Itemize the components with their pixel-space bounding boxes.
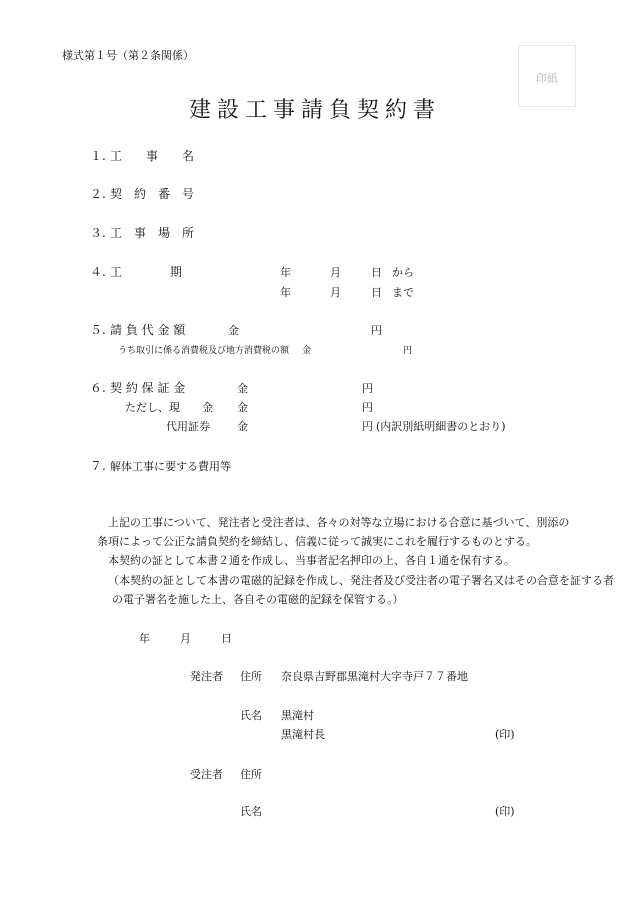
item-number-2: ２. <box>90 187 106 201</box>
contract-date-month: 月 <box>180 632 191 645</box>
orderer-seal: (印) <box>495 728 515 741</box>
body-line-4: （本契約の証として本書の電磁的記録を作成し、発注者及び受注者の電子署名又はその合意を証する者 <box>108 574 614 587</box>
koki-end-day: 日 <box>371 286 382 299</box>
tax-label: うち取引に係る消費税及び地方消費税の額 <box>118 346 290 356</box>
contractor-label: 受注者 <box>190 768 223 781</box>
koki-start-year: 年 <box>280 266 291 279</box>
item-label-koji-mei: 工 事 名 <box>110 149 195 163</box>
hosho-en: 円 <box>362 382 373 395</box>
koki-start-day: 日 <box>371 266 382 279</box>
item-label-hosho: 契 約 保 証 金 <box>110 381 186 395</box>
item-number-3: ３. <box>90 226 106 240</box>
contractor-address-label: 住所 <box>240 768 262 781</box>
revenue-stamp-label: 印紙 <box>536 72 558 85</box>
contract-date-day: 日 <box>221 632 232 645</box>
genkin-kin: 金 <box>237 401 248 414</box>
item-number-5: ５. <box>90 323 106 337</box>
body-line-2: 条項によって公正な請負契約を締結し、信義に従って誠実にこれを履行するものとする。 <box>97 535 537 548</box>
orderer-name-label: 氏名 <box>240 709 262 722</box>
item-label-ukeoi: 請 負 代 金 額 <box>110 323 186 337</box>
body-line-1: 上記の工事について、発注者と受注者は、各々の対等な立場における合意に基づいて、別添の <box>108 516 570 529</box>
orderer-address-label: 住所 <box>240 670 262 683</box>
item-number-6: ６. <box>90 381 106 395</box>
orderer-name-village: 黒滝村 <box>281 709 314 722</box>
document-title: 建設工事請負契約書 <box>188 98 441 123</box>
koki-from: から <box>392 266 414 279</box>
item-number-7: ７. <box>90 459 106 473</box>
contractor-name-label: 氏名 <box>240 805 262 818</box>
tax-kin: 金 <box>302 346 312 356</box>
contractor-seal: (印) <box>495 805 515 818</box>
orderer-name-mayor: 黒滝村長 <box>281 728 325 741</box>
daiyo-note: (内訳別紙明細書のとおり) <box>376 420 506 433</box>
form-number: 様式第１号（第２条関係） <box>62 49 194 62</box>
daiyo-kin: 金 <box>237 420 248 433</box>
hosho-kin: 金 <box>237 382 248 395</box>
tadashi-genkin-label: ただし、現 金 <box>125 401 213 414</box>
tax-en: 円 <box>403 346 413 356</box>
item-label-kaitai: 解体工事に要する費用等 <box>110 460 231 473</box>
genkin-en: 円 <box>362 401 373 414</box>
daiyo-shoken-label: 代用証券 <box>166 420 210 433</box>
item-label-keiyaku-bango: 契 約 番 号 <box>110 187 195 201</box>
koki-start-month: 月 <box>330 266 341 279</box>
item-number-1: １. <box>90 149 106 163</box>
ukeoi-kin: 金 <box>228 324 239 337</box>
koki-end-year: 年 <box>280 286 291 299</box>
ukeoi-en: 円 <box>371 324 382 337</box>
item-label-koji-basho: 工 事 場 所 <box>110 226 195 240</box>
item-number-4: ４. <box>90 265 106 279</box>
orderer-label: 発注者 <box>190 670 223 683</box>
item-label-koki: 工 期 <box>110 265 183 279</box>
koki-until: まで <box>392 286 414 299</box>
orderer-address: 奈良県吉野郡黒滝村大字寺戸７７番地 <box>281 670 468 683</box>
body-line-5: の電子署名を施した上、各自その電磁的記録を保管する。） <box>112 593 404 606</box>
daiyo-en: 円 <box>362 420 373 433</box>
contract-date-year: 年 <box>139 632 150 645</box>
body-line-3: 本契約の証として本書２通を作成し、当事者記名押印の上、各自１通を保有する。 <box>108 554 515 567</box>
koki-end-month: 月 <box>330 286 341 299</box>
